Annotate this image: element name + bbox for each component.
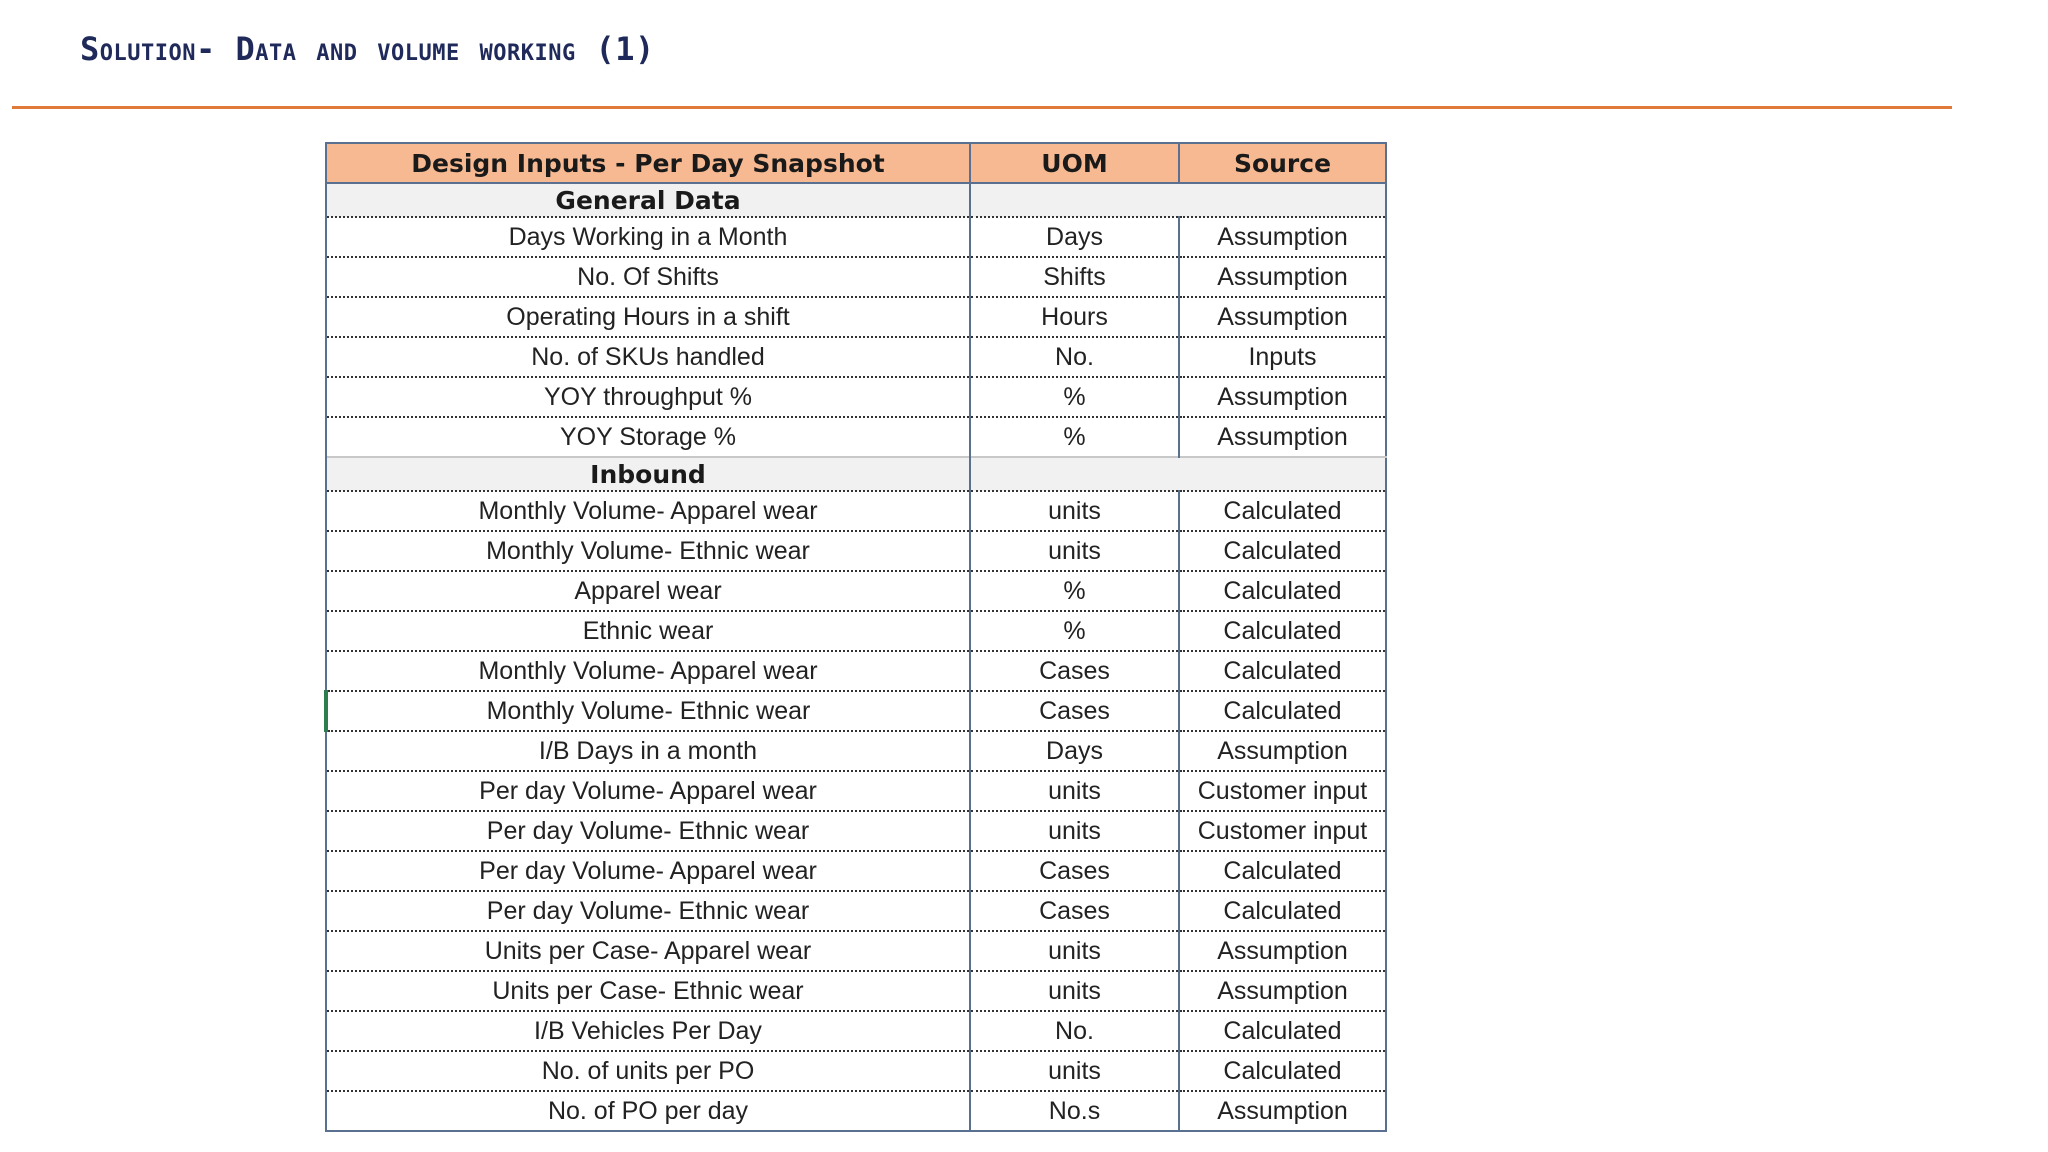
uom-cell: Cases	[970, 691, 1179, 731]
item-cell: Monthly Volume- Ethnic wear	[326, 691, 970, 731]
item-cell: Per day Volume- Apparel wear	[326, 771, 970, 811]
table-header-row	[326, 143, 1386, 183]
table-row	[326, 297, 1386, 337]
source-cell: Calculated	[1179, 531, 1386, 571]
section-title: General Data	[326, 183, 970, 217]
uom-cell: units	[970, 771, 1179, 811]
table-row	[326, 337, 1386, 377]
header-source: Source	[1179, 143, 1386, 183]
uom-cell: %	[970, 377, 1179, 417]
table-row	[326, 217, 1386, 257]
source-cell: Assumption	[1179, 217, 1386, 257]
source-cell: Calculated	[1179, 491, 1386, 531]
source-cell: Inputs	[1179, 337, 1386, 377]
source-cell: Customer input	[1179, 811, 1386, 851]
source-cell: Calculated	[1179, 891, 1386, 931]
section-title: Inbound	[326, 457, 970, 491]
uom-cell: %	[970, 417, 1179, 457]
source-cell: Calculated	[1179, 1051, 1386, 1091]
section-blank-cell	[970, 457, 1386, 491]
source-cell: Customer input	[1179, 771, 1386, 811]
uom-cell: Cases	[970, 851, 1179, 891]
table-row	[326, 891, 1386, 931]
uom-cell: Cases	[970, 891, 1179, 931]
uom-cell: No.	[970, 1011, 1179, 1051]
source-cell: Calculated	[1179, 571, 1386, 611]
uom-cell: %	[970, 611, 1179, 651]
table-row	[326, 811, 1386, 851]
item-cell: Ethnic wear	[326, 611, 970, 651]
source-cell: Calculated	[1179, 651, 1386, 691]
item-cell: No. Of Shifts	[326, 257, 970, 297]
source-cell: Assumption	[1179, 971, 1386, 1011]
source-cell: Assumption	[1179, 377, 1386, 417]
table-row	[326, 1011, 1386, 1051]
source-cell: Assumption	[1179, 417, 1386, 457]
table-row	[326, 1091, 1386, 1131]
item-cell: No. of PO per day	[326, 1091, 970, 1131]
table-row	[326, 257, 1386, 297]
table-row	[326, 491, 1386, 531]
uom-cell: units	[970, 531, 1179, 571]
item-cell: No. of SKUs handled	[326, 337, 970, 377]
uom-cell: units	[970, 931, 1179, 971]
source-cell: Calculated	[1179, 1011, 1386, 1051]
table-row	[326, 377, 1386, 417]
item-cell: Per day Volume- Apparel wear	[326, 851, 970, 891]
item-cell: Monthly Volume- Apparel wear	[326, 651, 970, 691]
item-cell: Monthly Volume- Apparel wear	[326, 491, 970, 531]
item-cell: Per day Volume- Ethnic wear	[326, 811, 970, 851]
uom-cell: No.	[970, 337, 1179, 377]
item-cell: Monthly Volume- Ethnic wear	[326, 531, 970, 571]
uom-cell: Hours	[970, 297, 1179, 337]
item-cell: Apparel wear	[326, 571, 970, 611]
item-cell: Units per Case- Ethnic wear	[326, 971, 970, 1011]
source-cell: Assumption	[1179, 1091, 1386, 1131]
item-cell: Operating Hours in a shift	[326, 297, 970, 337]
section-row	[326, 183, 1386, 217]
table-row	[326, 651, 1386, 691]
item-cell: No. of units per PO	[326, 1051, 970, 1091]
source-cell: Assumption	[1179, 731, 1386, 771]
uom-cell: %	[970, 571, 1179, 611]
title-divider	[12, 106, 1952, 109]
section-blank-cell	[970, 183, 1386, 217]
table-row	[326, 731, 1386, 771]
item-cell: Days Working in a Month	[326, 217, 970, 257]
uom-cell: Days	[970, 217, 1179, 257]
table-row	[326, 611, 1386, 651]
item-cell: YOY Storage %	[326, 417, 970, 457]
source-cell: Assumption	[1179, 297, 1386, 337]
item-cell: Per day Volume- Ethnic wear	[326, 891, 970, 931]
section-row	[326, 457, 1386, 491]
uom-cell: units	[970, 811, 1179, 851]
uom-cell: Days	[970, 731, 1179, 771]
table-row	[326, 571, 1386, 611]
slide-title: Solution- Data and volume working (1)	[80, 30, 655, 68]
uom-cell: Cases	[970, 651, 1179, 691]
table-row	[326, 971, 1386, 1011]
table-row	[326, 931, 1386, 971]
source-cell: Calculated	[1179, 691, 1386, 731]
uom-cell: units	[970, 971, 1179, 1011]
source-cell: Calculated	[1179, 611, 1386, 651]
source-cell: Assumption	[1179, 257, 1386, 297]
uom-cell: Shifts	[970, 257, 1179, 297]
uom-cell: units	[970, 491, 1179, 531]
item-cell: I/B Vehicles Per Day	[326, 1011, 970, 1051]
uom-cell: No.s	[970, 1091, 1179, 1131]
uom-cell: units	[970, 1051, 1179, 1091]
item-cell: Units per Case- Apparel wear	[326, 931, 970, 971]
table-body	[326, 183, 1386, 1131]
source-cell: Assumption	[1179, 931, 1386, 971]
source-cell: Calculated	[1179, 851, 1386, 891]
table-row	[326, 851, 1386, 891]
table-row	[326, 1051, 1386, 1091]
table-row	[326, 771, 1386, 811]
table-row	[326, 417, 1386, 457]
design-inputs-table	[324, 142, 1387, 1132]
table-row	[326, 531, 1386, 571]
item-cell: I/B Days in a month	[326, 731, 970, 771]
item-cell: YOY throughput %	[326, 377, 970, 417]
header-design-inputs: Design Inputs - Per Day Snapshot	[326, 143, 970, 183]
header-uom: UOM	[970, 143, 1179, 183]
table-row	[326, 691, 1386, 731]
